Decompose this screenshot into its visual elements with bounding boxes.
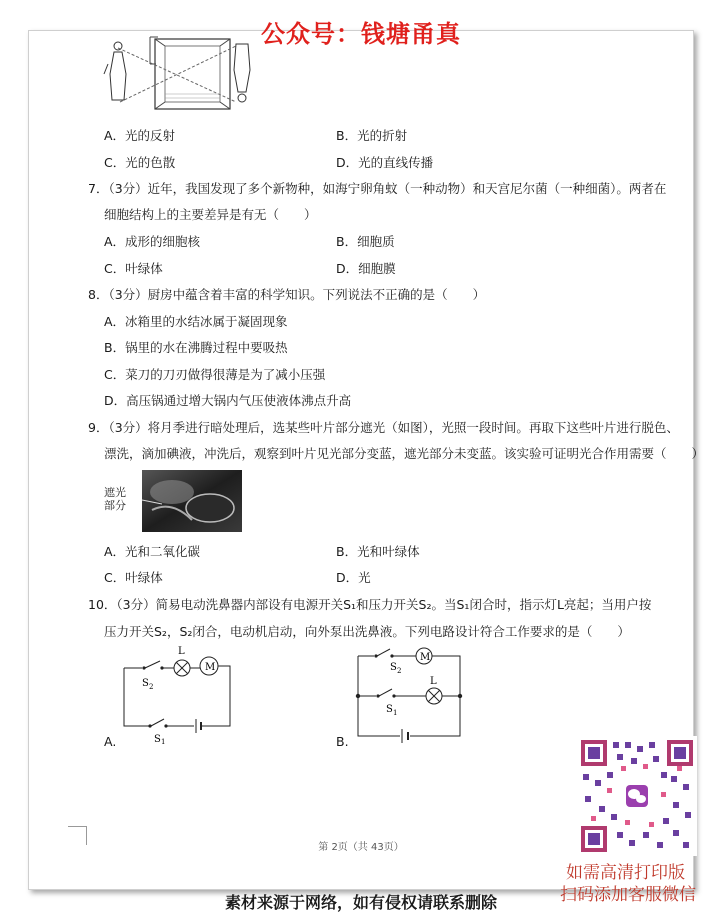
q9-option-d: D．光 — [336, 570, 371, 585]
q10-option-b: B. — [336, 734, 349, 749]
circuit-b — [350, 644, 468, 746]
q7-stem-line2: 细胞结构上的主要差异是有无（ ） — [104, 207, 317, 222]
lamp-label-a: L — [178, 646, 185, 657]
q8-option-b: B．锅里的水在沸腾过程中要吸热 — [104, 340, 288, 355]
q7-option-b: B．细胞质 — [336, 234, 395, 249]
q9-stem-line2: 漂洗，滴加碘液，冲洗后，观察到叶片见光部分变蓝，遮光部分未变蓝。该实验可证明光合作用需要（ ） — [104, 446, 705, 461]
q7-option-d: D．细胞膜 — [336, 261, 396, 276]
q7-stem-line1: 7．（3分）近年，我国发现了多个新物种，如海宁卵角蚊（一种动物）和天宫尼尔菌（一种细菌）。两者在 — [88, 181, 667, 196]
q6-option-b: B．光的折射 — [336, 128, 408, 143]
q8-stem: 8．（3分）厨房中蕴含着丰富的科学知识。下列说法不正确的是（ ） — [88, 287, 486, 302]
circuit-a — [118, 644, 238, 744]
q8-option-c: C．菜刀的刀刃做得很薄是为了减小压强 — [104, 367, 326, 382]
s2-sub-a: 2 — [149, 683, 154, 691]
s2-sub-b: 2 — [397, 667, 402, 675]
promo-line2: 扫码添加客服微信 — [560, 885, 696, 905]
s2-label-a: S — [142, 678, 149, 689]
pinhole-figure — [100, 34, 260, 114]
q9-stem-line1: 9．（3分）将月季进行暗处理后，选某些叶片部分遮光（如图），光照一段时间。再取下这些叶片进行脱色、 — [88, 420, 679, 435]
q6-option-c: C．光的色散 — [104, 155, 176, 170]
page-number: 第 2页（共 43页） — [318, 842, 404, 853]
q9-figure-label — [104, 486, 126, 512]
s1-label-b: S — [386, 704, 393, 715]
q7-option-c: C．叶绿体 — [104, 261, 163, 276]
q9-option-c: C．叶绿体 — [104, 570, 163, 585]
q10-option-a: A. — [104, 734, 117, 749]
motor-label-b: M — [420, 652, 431, 663]
motor-label-a: M — [205, 662, 216, 673]
q8-option-d: D．高压锅通过增大锅内气压使液体沸点升高 — [104, 393, 352, 408]
watermark-title: 公众号：钱塘甬真 — [261, 19, 461, 48]
q9-figure-label-line1: 遮光 — [104, 486, 126, 499]
wechat-qr-code — [577, 736, 697, 856]
source-note: 素材来源于网络，如有侵权请联系删除 — [224, 893, 497, 912]
promo-line1: 如需高清打印版 — [566, 863, 685, 883]
q9-figure-label-line2: 部分 — [104, 499, 126, 512]
q6-option-d: D．光的直线传播 — [336, 155, 434, 170]
q10-stem-line2: 压力开关S₂，S₂闭合，电动机启动，向外泵出洗鼻液。下列电路设计符合工作要求的是（ ） — [104, 624, 630, 639]
q8-option-a: A．冰箱里的水结冰属于凝固现象 — [104, 314, 288, 329]
q6-option-a: A．光的反射 — [104, 128, 176, 143]
q9-option-b: B．光和叶绿体 — [336, 544, 420, 559]
s2-label-b: S — [390, 662, 397, 673]
leaf-photo — [142, 470, 242, 532]
s1-sub-b: 1 — [393, 709, 398, 717]
s1-sub-a: 1 — [161, 738, 166, 744]
lamp-label-b: L — [430, 676, 437, 687]
q10-stem-line1: 10．（3分）简易电动洗鼻器内部设有电源开关S₁和压力开关S₂。当S₁闭合时，指示灯L亮起；当用户按 — [88, 597, 652, 612]
q9-option-a: A．光和二氧化碳 — [104, 544, 201, 559]
q7-option-a: A．成形的细胞核 — [104, 234, 201, 249]
s1-label-a: S — [154, 734, 161, 744]
